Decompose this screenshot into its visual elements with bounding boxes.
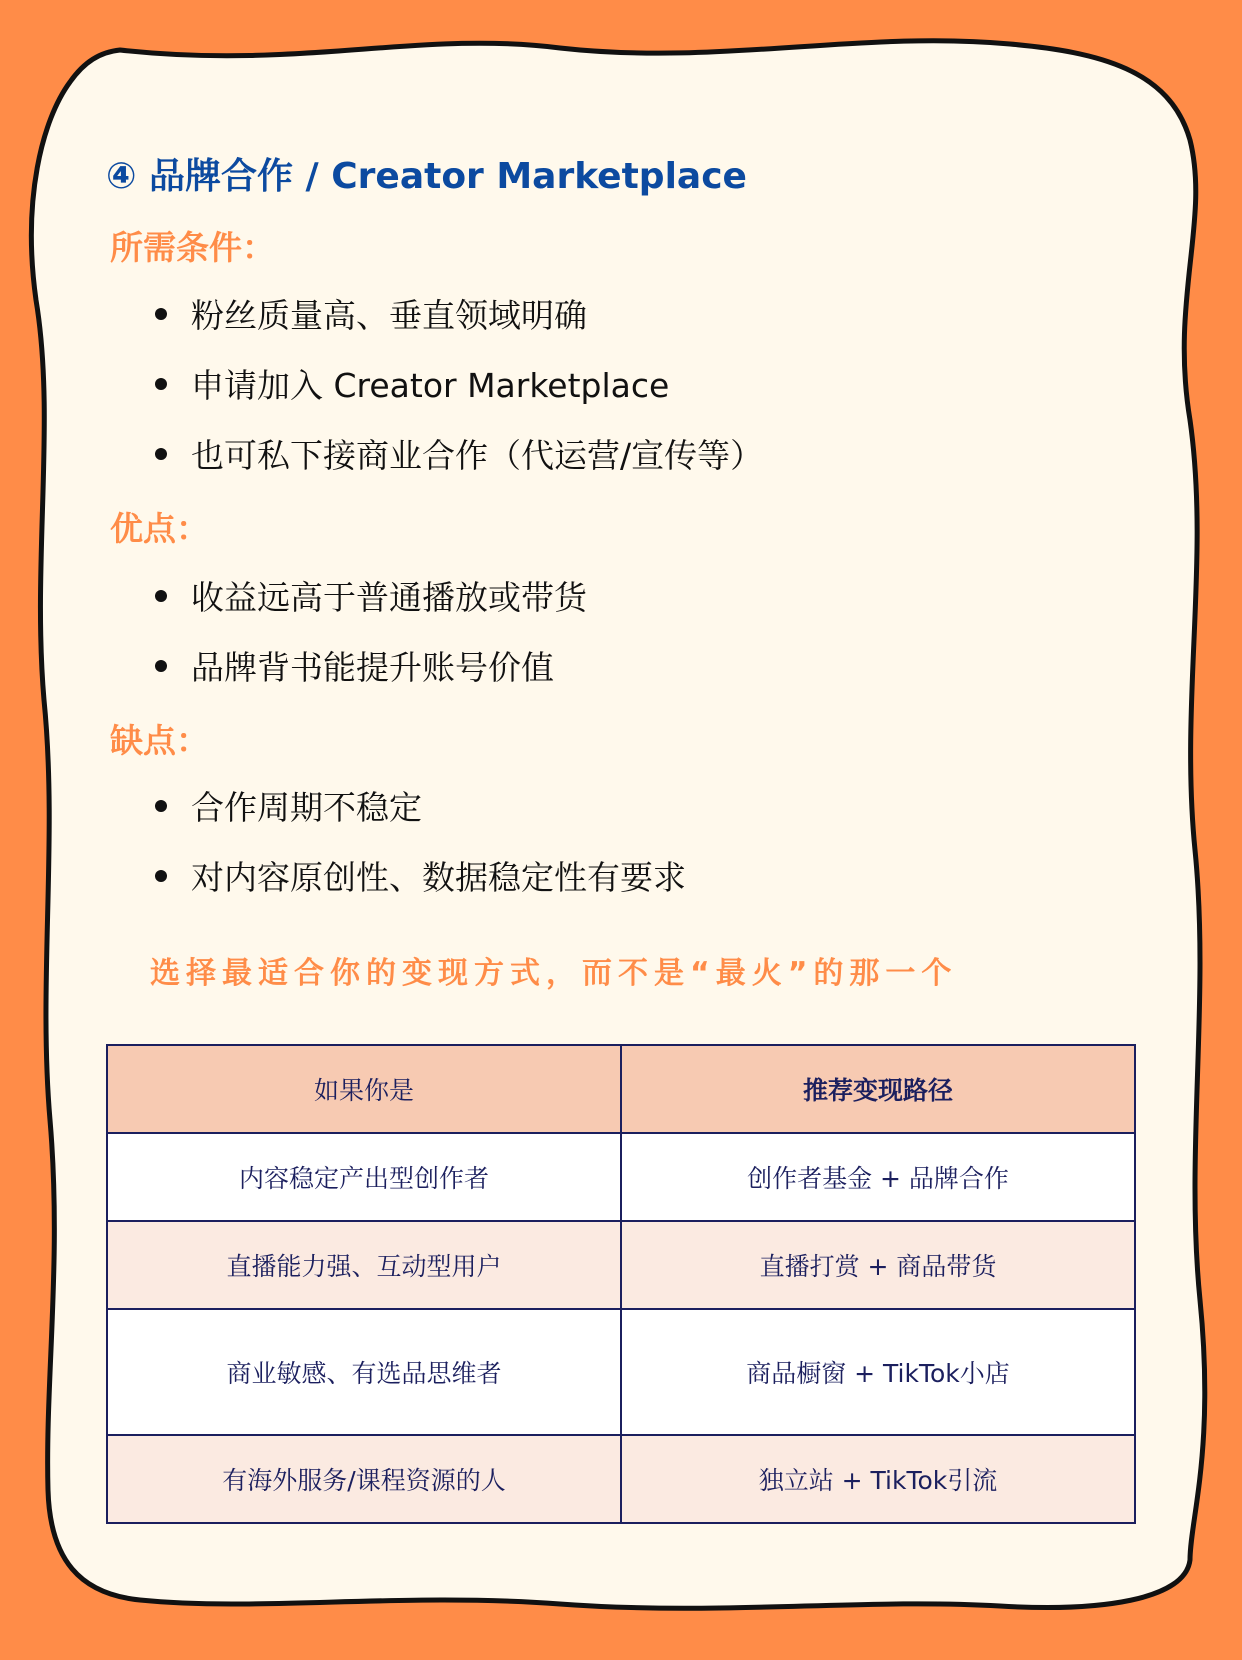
- requirement-item: [155, 360, 669, 407]
- requirement-item: [155, 290, 587, 337]
- pros-text: 品牌背书能提升账号价值: [191, 648, 554, 687]
- bullet-dot-icon: [155, 378, 167, 390]
- section-title: ④ 品牌合作 / Creator Marketplace: [106, 156, 747, 197]
- bullet-dot-icon: [155, 590, 167, 602]
- bullet-dot-icon: [155, 870, 167, 882]
- tagline: 选择最适合你的变现方式，而不是“最火”的那一个: [150, 956, 958, 991]
- cons-item: [155, 782, 422, 829]
- cons-text: 对内容原创性、数据稳定性有要求: [191, 858, 686, 897]
- requirement-item: [155, 430, 763, 477]
- table-row: [107, 1435, 1135, 1523]
- table-row: [107, 1309, 1135, 1435]
- pros-label: 优点：: [110, 509, 209, 548]
- requirements-label: 所需条件：: [110, 228, 275, 267]
- requirement-text: 也可私下接商业合作（代运营/宣传等）: [191, 436, 764, 475]
- table-cell: 内容稳定产出型创作者: [107, 1133, 621, 1221]
- pros-item: [155, 572, 587, 619]
- table-row: [107, 1133, 1135, 1221]
- pros-text: 收益远高于普通播放或带货: [191, 578, 587, 617]
- table-cell: 创作者基金 + 品牌合作: [621, 1133, 1135, 1221]
- table-cell: 商品橱窗 + TikTok小店: [621, 1309, 1135, 1435]
- table-cell: 独立站 + TikTok引流: [621, 1435, 1135, 1523]
- bullet-dot-icon: [155, 448, 167, 460]
- table-header-row: [107, 1045, 1135, 1133]
- table-header-cell: 推荐变现路径: [621, 1045, 1135, 1133]
- recommendation-table: [106, 1044, 1136, 1524]
- pros-item: [155, 642, 554, 689]
- cons-item: [155, 852, 686, 899]
- cons-text: 合作周期不稳定: [191, 788, 422, 827]
- table-cell: 有海外服务/课程资源的人: [107, 1435, 621, 1523]
- bullet-dot-icon: [155, 660, 167, 672]
- requirement-text: 申请加入 Creator Marketplace: [191, 366, 670, 405]
- table-cell: 直播打赏 + 商品带货: [621, 1221, 1135, 1309]
- table-row: [107, 1221, 1135, 1309]
- table-header-cell: 如果你是: [107, 1045, 621, 1133]
- cons-label: 缺点：: [110, 721, 209, 760]
- bullet-dot-icon: [155, 308, 167, 320]
- table-cell: 商业敏感、有选品思维者: [107, 1309, 621, 1435]
- table-cell: 直播能力强、互动型用户: [107, 1221, 621, 1309]
- requirement-text: 粉丝质量高、垂直领域明确: [191, 296, 587, 335]
- bullet-dot-icon: [155, 800, 167, 812]
